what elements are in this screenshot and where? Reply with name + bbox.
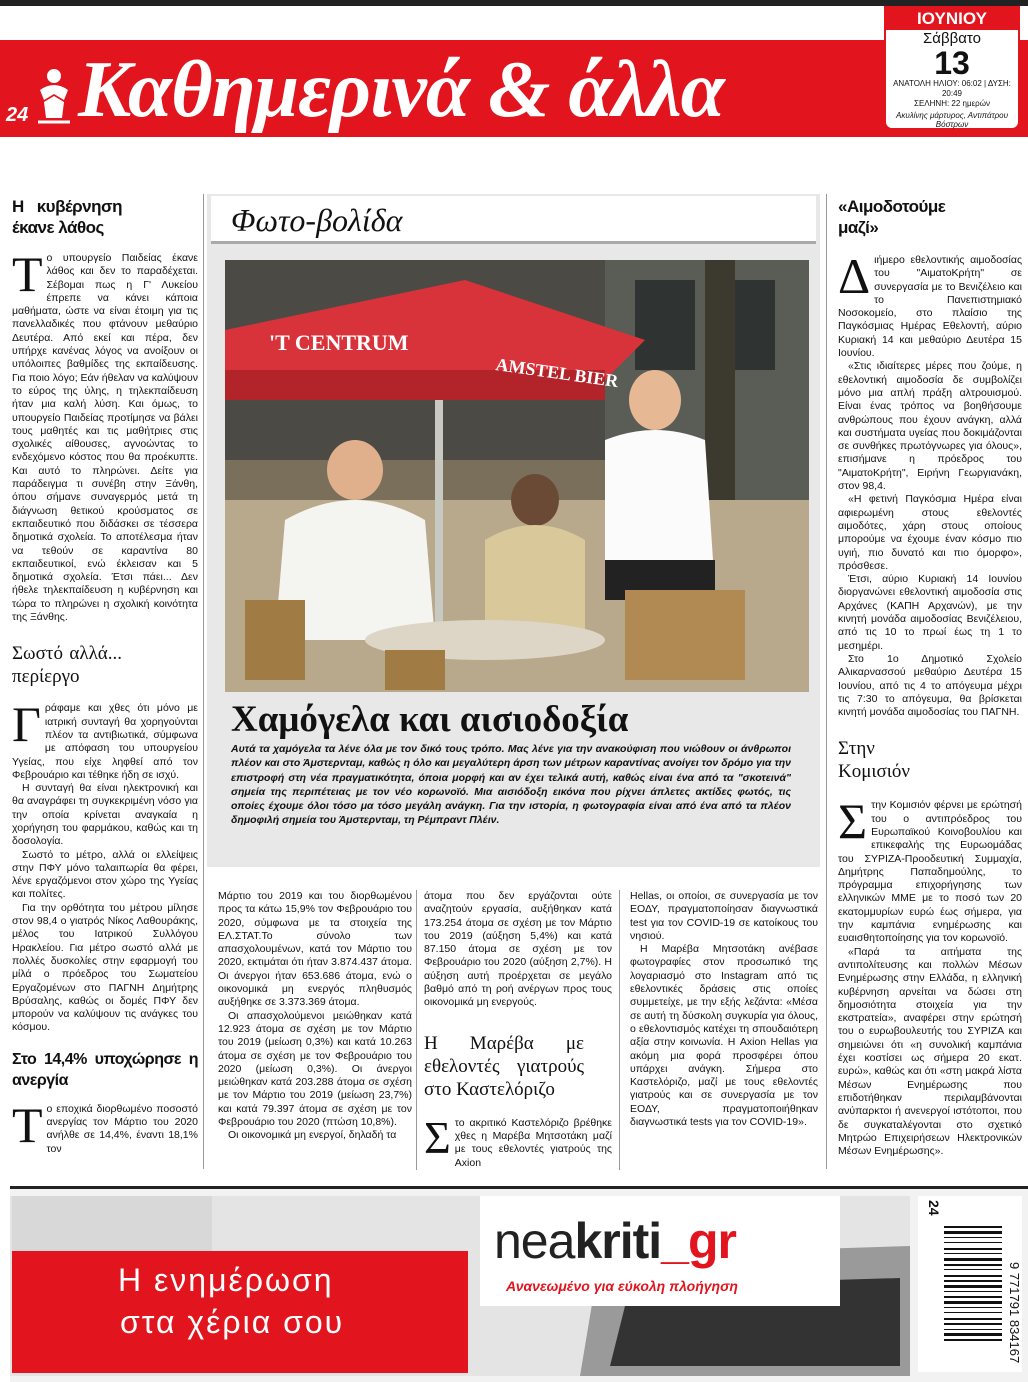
paragraph: ο υπουργείο Παιδείας έκανε λάθος και δεν το παραδέχεται. Σέβομαι πως η Γ' Λυκείου έπρεπε να κάνει κάποια μαθήματα, ώστε να είναι έτοιμη για τις πανελλαδικές που φτάνουν μεθαύριο Δευτέρα. Από εκεί και πέρα, δεν υπήρχε κανένας λόγος να ανοίξουν οι υπόλοιπες βαθμίδες της εκπαίδευσης. Για ποιο λόγο; Εάν ήθελαν να καλύψουν το εύρος της ύλης, η τηλεκπαίδευση ήταν μια καλή λύση. Και όμως, το υπουργείο Παιδείας προτίμησε να βάλει τους μαθητές και τις μαθήτριες στις σχολικές αίθουσες, αγνοώντας το ενδεχόμενο κόστος που θα προέκυπτε. Και αυτό το πληρώνει. Δείτε για παράδειγμα τι συνέβη στην Ξάνθη, όπου σήμανε συναγερμός μετά τη διάγνωση θετικού κρούσματος σε εκπαιδευτικό που διδάσκει σε τέσσερα δημοτικά σχολεία. Το αποτέλεσμα ήταν να τεθούν σε καραντίνα 80 εκπαιδευτικοί, ενώ έκλεισαν και 5 δημοτικά σχολεία. Έτσι πάει... Δεν ήθελε τηλεκπαίδευση η κυβέρνηση και τώρα το πληρώνει η σχολική κοινότητα της Ξάνθης. bbox=[12, 252, 198, 624]
column-divider bbox=[619, 890, 620, 1170]
paragraph: την Κομισιόν φέρνει με ερώτησή του ο αντιπρόεδρος του Ευρωπαϊκού Κοινοβουλίου και επικεφαλής της Ευρωομάδας του ΣΥΡΙΖΑ-Προοδευτική Συμμαχία, Δημήτρης Παπαδημούλης, το πρόγραμμα επιχορήγησης των ελληνικών ΜΜΕ με το ποσό των 20 εκατομμυρίων ευρώ έως σήμερα, για την καμπάνια ενημέρωσης και ευαισθητοποίησης για τον κορωνοϊό. bbox=[838, 799, 1022, 945]
article-title: Στο 14,4% υποχώρησε η ανεργία bbox=[12, 1050, 198, 1089]
paragraph: Στο 1ο Δημοτικό Σχολείο Αλικαρνασσού μεθαύριο Δευτέρα 15 Ιουνίου, από τις 4 το απόγευμα μέχρι τις 7:30 το απόγευμα, θα βρίσκεται κινητή μονάδα αιμοδοσίας του ΠΑΓΝΗ. bbox=[838, 652, 1022, 719]
column-divider bbox=[826, 194, 827, 1169]
paragraph: ο εποχικά διορθωμένο ποσοστό ανεργίας τον Μάρτιο του 2020 ανήλθε σε 14,4%, έναντι 18,1% τον bbox=[46, 1102, 198, 1155]
article-title: «Αιμοδοτούμε μαζί» bbox=[838, 197, 946, 237]
top-rule bbox=[0, 0, 1028, 6]
paragraph: «Παρά τα αιτήματα της αντιπολίτευσης και πολλών Μέσων Ενημέρωσης στην Ελλάδα, η ελληνική κυβέρνηση αρνείται να δώσει στη δημοσιότητα στοιχεία για την εκστρατεία», αναφέρει στην ερώτησή του ο ευρωβουλευτής του ΣΥΡΙΖΑ και σημειώνει ότι «η συνολική καμπάνια έχει κοστίσει ως σήμερα 20 εκατ. ευρώ», καθώς και ότι «στη μακρά λίστα Μέσων Ενημέρωσης που επιδοτήθηκαν περιλαμβάνονται ανύπαρκτοι ή ανενεργοί ιστότοποι, που δε συγκαταλέγονται στο σχετικό Μητρώο Επιχειρήσεων Ηλεκτρονικών Μέσων Ενημέρωσης». bbox=[838, 945, 1022, 1158]
sun-times: ΑΝΑΤΟΛΗ ΗΛΙΟΥ: 06:02 | ΔΥΣΗ: 20:49 bbox=[893, 79, 1011, 98]
saints-of-day: Ακυλίνης μάρτυρος, Αντιπάτρου Βόστρων bbox=[895, 111, 1008, 129]
middle-column-b bbox=[218, 890, 412, 1143]
photo-feature-header bbox=[211, 196, 816, 244]
page-number: 24 bbox=[6, 104, 29, 126]
article-title: Στην Κομισιόν bbox=[838, 738, 910, 783]
photo-caption: Αυτά τα χαμόγελα τα λένε όλα με τον δικό τους τρόπο. Μας λένε για την ανακούφιση που νιώθουν οι άνθρωποι πλέον και στο Άμστερνταμ, καθώς η όλο και μεγαλύτερη άρση των μέτρων καραντίνας ανοίγει τον δρόμο για την επιστροφή στη νέα πραγματικότητα, όποια μορφή και αν έχει τελικά αυτή, καθώς είναι ένα από τα "σκοτεινά" σημεία της περιπέτειας με τον νέο κορωνοϊό. Μια αισιόδοξη εικόνα που ρίχνει άπλετες ακτίδες φωτός, τις οποίες έχουμε όλοι τόσο μα τόσο μεγάλη ανάγκη. Για την ιστορία, η φωτογραφία είναι από ένα από τα πλέον δημοφιλή σημεία του Άμστερνταμ, τη Ρέμπραντ Πλέιν. bbox=[231, 743, 791, 827]
section-title: Καθημερινά & άλλα bbox=[78, 46, 724, 134]
paragraph: Έτσι, αύριο Κυριακή 14 Ιουνίου διοργανώνει εθελοντική αιμοδοσία στις Αρχάνες (ΚΑΠΗ Αρχανών), με την κινητή μονάδα αιμοδοσίας Βενιζέλειου, από τις 10 το πρωί έως τη 1 το μεσημέρι. bbox=[838, 573, 1022, 652]
photo-title: Χαμόγελα και αισιοδοξία bbox=[231, 699, 629, 740]
dropcap: Τ bbox=[12, 246, 43, 302]
article-body bbox=[838, 248, 1022, 719]
article-body bbox=[12, 696, 198, 1034]
brand-gr: _gr bbox=[661, 1213, 736, 1269]
dropcap: Σ bbox=[838, 793, 868, 850]
brand-kriti: kriti bbox=[574, 1213, 662, 1269]
paragraph: «Η φετινή Παγκόσμια Ημέρα είναι αφιερωμένη στους εθελοντές αιμοδότες, χάρη στους οποίους μπορούμε να έχουμε έναν κόσμο πιο υγιή, πιο δυνατό και πιο όμορφο», πρόσθεσε. bbox=[838, 493, 1022, 572]
article-body bbox=[12, 246, 198, 624]
article-title: Σωστό αλλά... περίεργο bbox=[12, 643, 122, 688]
paragraph: ράφαμε και χθες ότι μόνο με ιατρική συνταγή θα χορηγούνται πλέον τα αντιβιωτικά, σύμφωνα με απόφαση του υπουργείου Υγείας, που είχε ληφθεί από τον Φεβρουάριο και τέθηκε ήδη σε ισχύ. bbox=[12, 702, 198, 781]
photo-feature-box bbox=[207, 194, 820, 867]
article-title: Η κυβέρνηση έκανε λάθος bbox=[12, 197, 122, 237]
advertisement bbox=[0, 1186, 1028, 1382]
paragraph: Μάρτιο του 2019 και του διορθωμένου προς τα κάτω 15,9% τον Φεβρουάριο του 2020, σύμφωνα με τα στοιχεία της ΕΛ.ΣΤΑΤ.Το σύνολο των απασχολουμένων, κατά τον Μάρτιο του 2020, εκτιμάται ότι ήταν 3.874.437 άτομα. Οι άνεργοι ήταν 653.686 άτομα, ενώ ο οικονομικά μη ενεργός πληθυσμός αυξήθηκε σε 3.373.369 άτομα. bbox=[218, 890, 412, 1009]
paragraph: το ακριτικό Καστελόριζο βρέθηκε χθες η Μαρέβα Μητσοτάκη μαζί με τους εθελοντές γιατρούς της Axion bbox=[454, 1116, 612, 1169]
street-cafe-photo bbox=[225, 260, 809, 692]
dropcap: Τ bbox=[12, 1096, 43, 1153]
paragraph: Για την ορθότητα του μέτρου μίλησε στον 98,4 ο γιατρός Νίκος Λαθουράκης, μέλος του Ιατρικού Συλλόγου Ηρακλείου. Για μέτρο σωστό αλλά με πολλές δυσκολίες στην εφαρμογή του μίλά ο πρόεδρος του Σωματείου Εργαζομένων στο ΠΑΓΝΗ Δημήτρης Βρύσαλης, καθώς οι δομές ΠΦΥ δεν μπορούν να καλύψουν τις ανάγκες του κόσμου. bbox=[12, 901, 198, 1034]
sign-text: 'T CENTRUM bbox=[269, 330, 409, 355]
kathimerini-logo-icon bbox=[34, 66, 74, 126]
photo-feature-label: Φωτο-βολίδα bbox=[231, 202, 403, 238]
date-weekday: Σάββατο bbox=[923, 30, 981, 47]
article-body bbox=[12, 1096, 198, 1156]
ad-tagline: Ανανεωμένο για εύκολη πλοήγηση bbox=[506, 1278, 738, 1294]
paragraph: Hellas, οι οποίοι, σε συνεργασία με τον ΕΟΔΥ, πραγματοποίησαν διαγνωστικά test για τον COVID-19 σε κατοίκους του νησιού. bbox=[630, 890, 818, 942]
column-divider bbox=[416, 890, 417, 1170]
paragraph: ιήμερο εθελοντικής αιμοδοσίας του "ΑιματοΚρήτη" σε συνεργασία με το Βενιζέλειο και το Πανεπιστημιακό Νοσοκομείο, στο πλαίσιο της Παγκόσμιας Ημέρας Εθελοντή, αύριο Κυριακή 14 και μεθαύριο Δευτέρα 15 Ιουνίου. bbox=[838, 254, 1022, 360]
ad-headline-1: Η ενημέρωση bbox=[118, 1262, 334, 1298]
dropcap: Σ bbox=[424, 1111, 451, 1163]
neakriti-logo bbox=[494, 1213, 736, 1269]
paragraph: Η Μαρέβα Μητσοτάκη ανέβασε φωτογραφίες στον προσωπικό της λογαριασμό στο Instagram από τις εθελοντικές δράσεις στις οποίες συμμετείχε, με την εξής λεζάντα: «Μέσα σε αυτή τη δύσκολη συγκυρία για όλους, ο εθελοντισμός κατέχει τη σπουδαιότερη αξία στην κοινωνία. Η Axion Hellas για ακόμη μια φορά προσφέρει όπου υπάρχει ανάγκη. Σήμερα στο Καστελόριζο, μαζί με τους εθελοντές γιατρούς και σε συνεργασία με τον ΕΟΔΥ, πραγματοποιήθηκαν διαγνωστικά tests για τον COVID-19». bbox=[630, 943, 818, 1129]
article-body bbox=[424, 1111, 612, 1170]
moon-phase: ΣΕΛΗΝΗ: 22 ημερών bbox=[914, 99, 990, 108]
brand-nea: nea bbox=[494, 1213, 575, 1269]
date-day-number: 13 bbox=[934, 45, 970, 81]
left-column bbox=[12, 196, 198, 1156]
paragraph: «Στις ιδιαίτερες μέρες που ζούμε, η εθελοντική αιμοδοσία δε συμβολίζει μόνο μια απλή πράξη αλτρουισμού. Είναι ένας τρόπος να βοηθήσουμε ανθρώπους που έχουν ανάγκη, αλλά και συστήματα υγείας που δοκιμάζονται σε συνθήκες πρωτόγνωρες για όλους», επισήμανε η πρόεδρος του "ΑιματοΚρήτη", Ειρήνη Γεωργιανάκη, στον 98,4. bbox=[838, 360, 1022, 493]
column-divider bbox=[203, 194, 204, 1169]
middle-column-c bbox=[424, 890, 612, 1170]
article-body bbox=[838, 793, 1022, 1158]
paragraph: Οι οικονομικά μη ενεργοί, δηλαδή τα bbox=[228, 1129, 397, 1142]
date-box bbox=[884, 6, 1020, 130]
barcode-number: 9 771791 834167 bbox=[1007, 1262, 1022, 1364]
paragraph: Οι απασχολούμενοι μειώθηκαν κατά 12.923 άτομα σε σχέση με τον Μάρτιο του 2019 (μείωση 0,3%) και κατά 10.263 άτομα σε σχέση με τον Φεβρουάριο του 2020 (μείωση 0,3%). Οι άνεργοι μειώθηκαν κατά 203.288 άτομα σε σχέση με τον Μάρτιο του 2019 (μείωση 23,7%) και κατά 79.397 άτομα σε σχέση με τον Φεβρουάριο του 2020 (πτώση 10,8%). bbox=[218, 1009, 412, 1129]
paragraph: Η συνταγή θα είναι ηλεκτρονική και θα αναγράφει τη συγκεκριμένη νόσο για την οποία κρίνεται αναγκαία η χορήγηση του φαρμάκου, καθώς και τη δοσολογία. bbox=[12, 782, 198, 848]
sign-text: AMSTEL BIER bbox=[494, 354, 620, 392]
dropcap: Γ bbox=[12, 696, 41, 753]
article-title: Η Μαρέβα με εθελοντές γιατρούς στο Καστελόριζο bbox=[424, 1032, 584, 1100]
paragraph: Σωστό το μέτρο, αλλά οι ελλείψεις στην ΠΦΥ μόνο ταλαιπωρία θα φέρει, λένε εργαζόμενοι στον χώρο της Υγείας και πολίτες. bbox=[12, 848, 198, 901]
date-month: ΙΟΥΝΙΟΥ bbox=[886, 8, 1018, 30]
middle-column-d bbox=[630, 890, 818, 1129]
right-column bbox=[838, 196, 1022, 1158]
paragraph: άτομα που δεν εργάζονται ούτε αναζητούν εργασία, αυξήθηκαν κατά 173.254 άτομα σε σχέση με τον Μάρτιο του 2019 (αύξηση 5,4%) και κατά 87.150 άτομα σε σχέση με τον Φεβρουάριο του 2020 (αύξηση 2,7%). Η αύξηση αυτή προέρχεται σε μεγάλο βαθμό από τη ροή ανέργων προς τους οικονομικά μη ενεργούς. bbox=[424, 890, 612, 1009]
dropcap: Δ bbox=[838, 248, 871, 304]
photo-illustration bbox=[225, 260, 809, 692]
ad-headline-2: στα χέρια σου bbox=[120, 1304, 345, 1340]
barcode-issue: 24 bbox=[926, 1200, 942, 1216]
